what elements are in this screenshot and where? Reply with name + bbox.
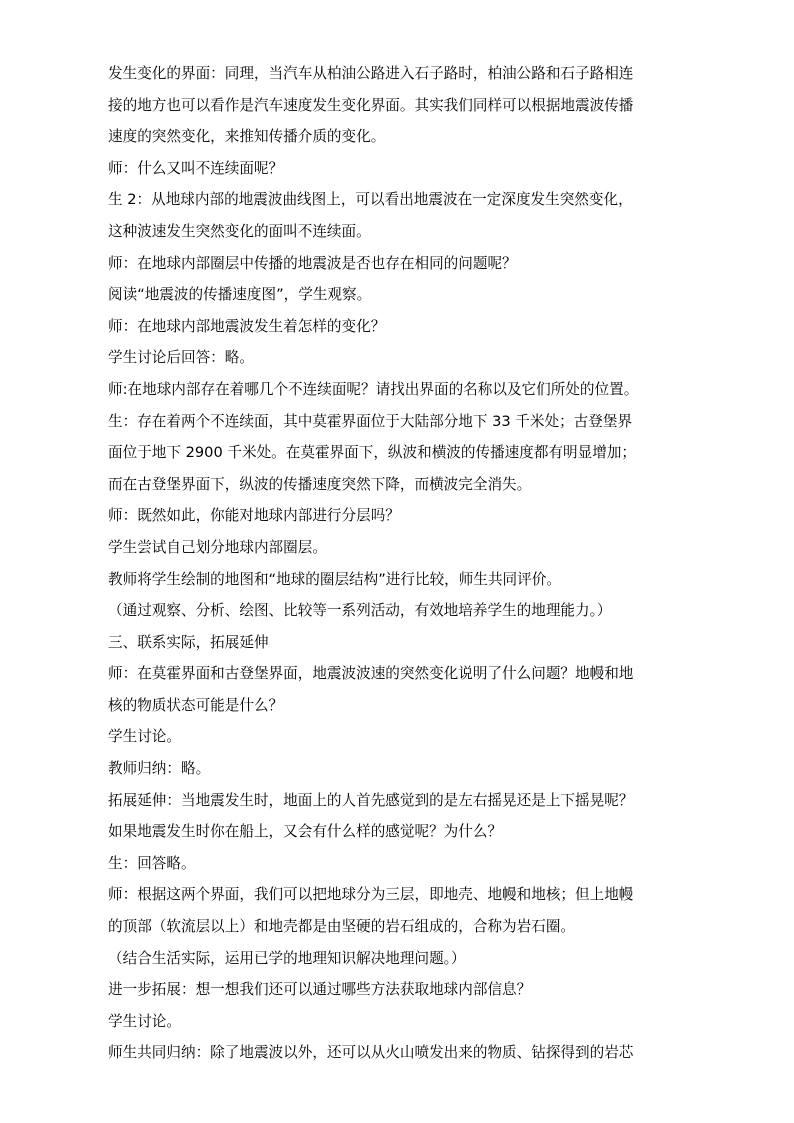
text-line: 核的物质状态可能是什么？ xyxy=(108,696,284,714)
text-line: 师生共同归纳：除了地震波以外，还可以从火山喷发出来的物质、钻探得到的岩芯 xyxy=(108,1044,634,1062)
text-line: 这种波速发生突然变化的面叫不连续面。 xyxy=(108,222,371,240)
text-line: 拓展延伸：当地震发生时，地面上的人首先感觉到的是左右摇晃还是上下摇晃呢？ xyxy=(108,791,634,809)
text-line: 的顶部（软流层以上）和地壳都是由坚硬的岩石组成的，合称为岩石圈。 xyxy=(108,918,576,936)
text-line: 教师将学生绘制的地图和“地球的圈层结构”进行比较，师生共同评价。 xyxy=(108,570,561,588)
text-line: 师：在地球内部地震波发生着怎样的变化？ xyxy=(108,317,386,335)
text-line: 接的地方也可以看作是汽车速度发生变化界面。其实我们同样可以根据地震波传播 xyxy=(108,96,634,114)
text-line: 而在古登堡界面下，纵波的传播速度突然下降，而横波完全消失。 xyxy=(108,475,532,493)
text-line: 师：在地球内部圈层中传播的地震波是否也存在相同的问题呢？ xyxy=(108,254,517,272)
section-heading: 三、联系实际，拓展延伸 xyxy=(108,633,269,651)
text-line: 面位于地下 2900 千米处。在莫霍界面下，纵波和横波的传播速度都有明显增加； xyxy=(108,444,637,462)
text-line: 生 2：从地球内部的地震波曲线图上，可以看出地震波在一定深度发生突然变化， xyxy=(108,191,633,209)
text-line: 学生讨论后回答：略。 xyxy=(108,349,254,367)
text-line: 师：既然如此，你能对地球内部进行分层吗？ xyxy=(108,507,400,525)
text-line: （通过观察、分析、绘图、比较等一系列活动，有效地培养学生的地理能力。） xyxy=(108,602,612,620)
text-line: 学生讨论。 xyxy=(108,728,181,746)
text-line: 生：存在着两个不连续面，其中莫霍界面位于大陆部分地下 33 千米处；古登堡界 xyxy=(108,412,633,430)
text-line: 速度的突然变化，来推知传播介质的变化。 xyxy=(108,128,386,146)
text-line: 发生变化的界面：同理，当汽车从柏油公路进入石子路时，柏油公路和石子路相连 xyxy=(108,65,634,82)
text-line: 如果地震发生时你在船上，又会有什么样的感觉呢？为什么？ xyxy=(108,823,503,841)
text-line: 师：在莫霍界面和古登堡界面，地震波波速的突然变化说明了什么问题？地幔和地 xyxy=(108,665,634,683)
text-line: 学生尝试自己划分地球内部圈层。 xyxy=(108,538,327,556)
text-line: 教师归纳：略。 xyxy=(108,760,211,778)
text-line: 生：回答略。 xyxy=(108,854,196,872)
text-line: 学生讨论。 xyxy=(108,1012,181,1030)
document-body xyxy=(108,58,696,1069)
text-line: 师：根据这两个界面，我们可以把地球分为三层，即地壳、地幔和地核；但上地幔 xyxy=(108,886,634,904)
text-line: 师:在地球内部存在着哪几个不连续面呢？请找出界面的名称以及它们所处的位置。 xyxy=(108,380,639,398)
text-line: 师：什么又叫不连续面呢？ xyxy=(108,159,284,177)
text-line: 阅读“地震波的传播速度图”，学生观察。 xyxy=(108,286,372,304)
text-line: 进一步拓展：想一想我们还可以通过哪些方法获取地球内部信息？ xyxy=(108,981,532,999)
text-line: （结合生活实际，运用已学的地理知识解决地理问题。） xyxy=(108,949,466,967)
